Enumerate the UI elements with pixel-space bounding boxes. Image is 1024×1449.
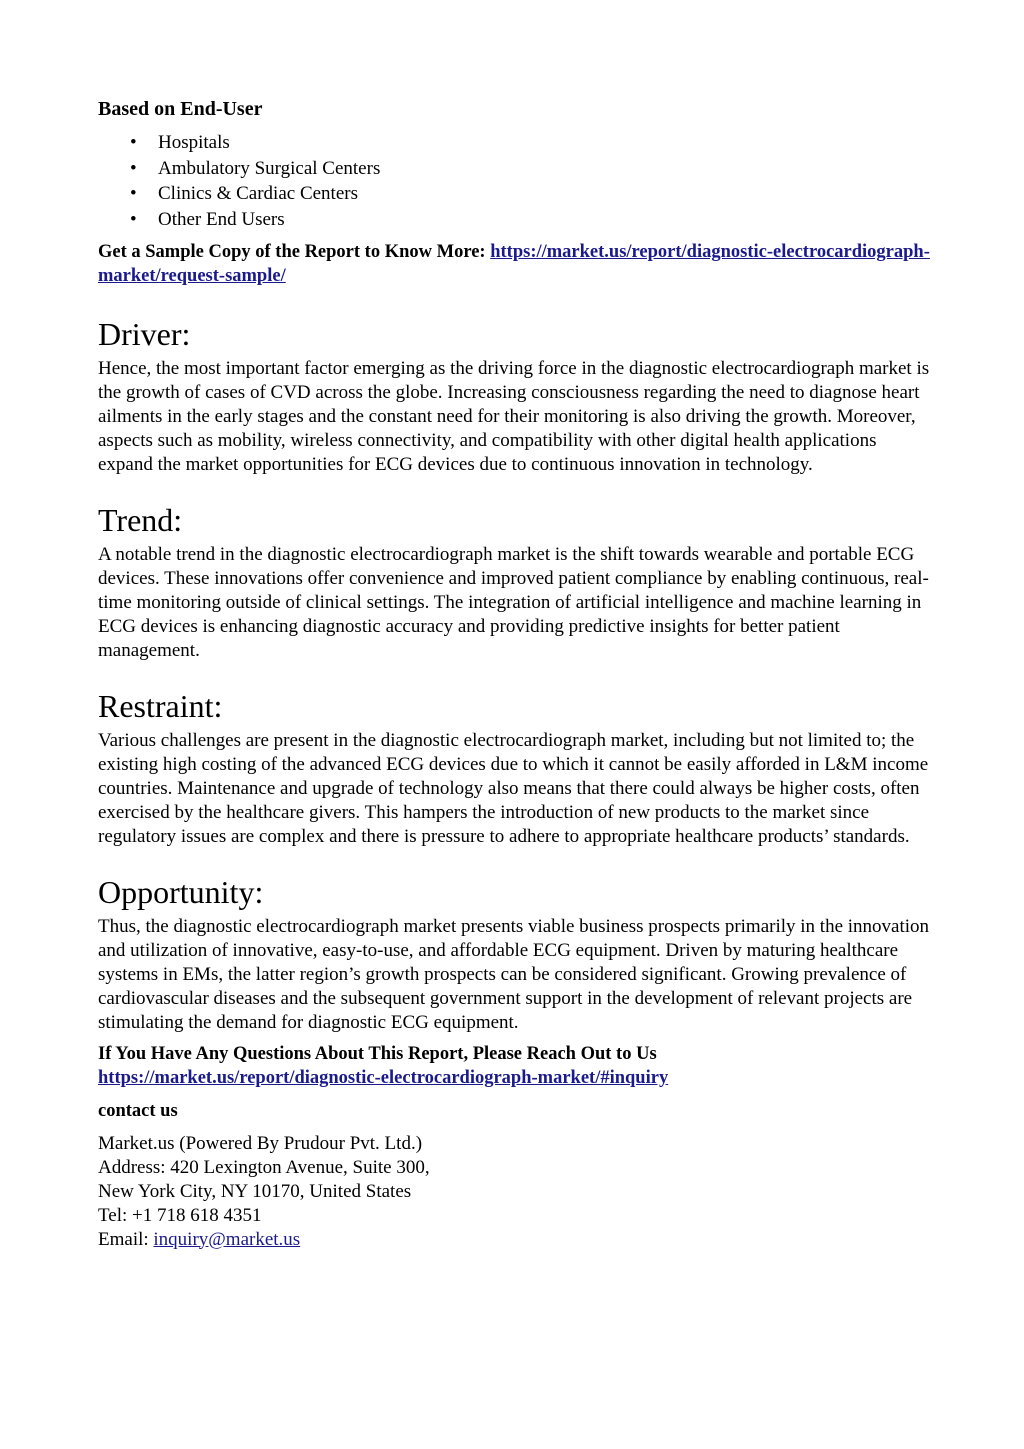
opportunity-text: Thus, the diagnostic electrocardiograph market presents viable business prospects primarily in the innovation and utilization of innovative, easy-to-use, and affordable ECG equipment. Driven by maturing healthcare systems in EMs, the latter region’s growth prospects can be considered significant. Growing prevalence of cardiovascular diseases and the subsequent government support in the development of relevant projects are stimulating the demand for diagnostic ECG equipment. xyxy=(98,916,930,1033)
end-user-heading: Based on End-User xyxy=(98,98,263,120)
list-item xyxy=(130,156,933,182)
restraint-text: Various challenges are present in the diagnostic electrocardiograph market, including but not limited to; the existing high costing of the advanced ECG devices due to which it cannot be easily afforded in L&M income countries. Maintenance and upgrade of technology also means that there could always be higher costs, often exercised by the healthcare givers. This hampers the introduction of new products to the market since regulatory issues are complex and there is pressure to adhere to appropriate healthcare products’ standards. xyxy=(98,730,929,847)
list-item xyxy=(130,181,933,207)
list-item xyxy=(130,130,933,156)
driver-heading: Driver: xyxy=(98,316,191,353)
document-page xyxy=(98,96,933,1251)
bullet-icon: • xyxy=(130,183,137,205)
driver-text: Hence, the most important factor emerging as the driving force in the diagnostic electrocardiograph market is the growth of cases of CVD across the globe. Increasing consciousness regarding the need to diagnose heart ailments in the early stages and the constant need for their monitoring is also driving the growth. Moreover, aspects such as mobility, wireless connectivity, and compatibility with other digital health applications expand the market opportunities for ECG devices due to continuous innovation in technology. xyxy=(98,358,930,475)
contact-block xyxy=(98,1132,933,1251)
bullet-icon: • xyxy=(130,208,137,230)
sample-request-line xyxy=(98,240,933,288)
contact-company: Market.us (Powered By Prudour Pvt. Ltd.) xyxy=(98,1133,423,1155)
end-user-list xyxy=(98,130,933,232)
list-item-label: Other End Users xyxy=(158,208,285,230)
trend-text: A notable trend in the diagnostic electrocardiograph market is the shift towards wearable and portable ECG devices. These innovations offer convenience and improved patient compliance by enabling continuous, real-time monitoring outside of clinical settings. The integration of artificial intelligence and machine learning in ECG devices is enhancing diagnostic accuracy and providing predictive insights for better patient management. xyxy=(98,544,929,661)
contact-email-link[interactable]: inquiry@market.us xyxy=(153,1228,301,1250)
restraint-heading: Restraint: xyxy=(98,688,223,725)
contact-email-line xyxy=(98,1228,933,1252)
trend-heading: Trend: xyxy=(98,502,183,539)
inquiry-line xyxy=(98,1042,933,1090)
bullet-icon: • xyxy=(130,157,137,179)
opportunity-heading: Opportunity: xyxy=(98,874,264,911)
bullet-icon: • xyxy=(130,132,137,153)
contact-email-label: Email: xyxy=(98,1228,154,1250)
list-item-label: Ambulatory Surgical Centers xyxy=(158,157,381,179)
contact-address-line2: New York City, NY 10170, United States xyxy=(98,1180,412,1202)
list-item-label: Hospitals xyxy=(158,132,230,153)
list-item xyxy=(130,207,933,233)
inquiry-label: If You Have Any Questions About This Report, Please Reach Out to Us xyxy=(98,1044,657,1065)
list-item-label: Clinics & Cardiac Centers xyxy=(158,183,358,205)
sample-request-link[interactable]: https://market.us/report/diagnostic-electrocardiograph-market/request-sample/ xyxy=(98,242,930,287)
contact-heading: contact us xyxy=(98,1101,178,1122)
sample-request-label: Get a Sample Copy of the Report to Know More: xyxy=(98,242,491,263)
contact-address-line1: Address: 420 Lexington Avenue, Suite 300, xyxy=(98,1157,430,1179)
inquiry-link[interactable]: https://market.us/report/diagnostic-electrocardiograph-market/#inquiry xyxy=(98,1068,669,1089)
contact-tel: Tel: +1 718 618 4351 xyxy=(98,1204,262,1226)
